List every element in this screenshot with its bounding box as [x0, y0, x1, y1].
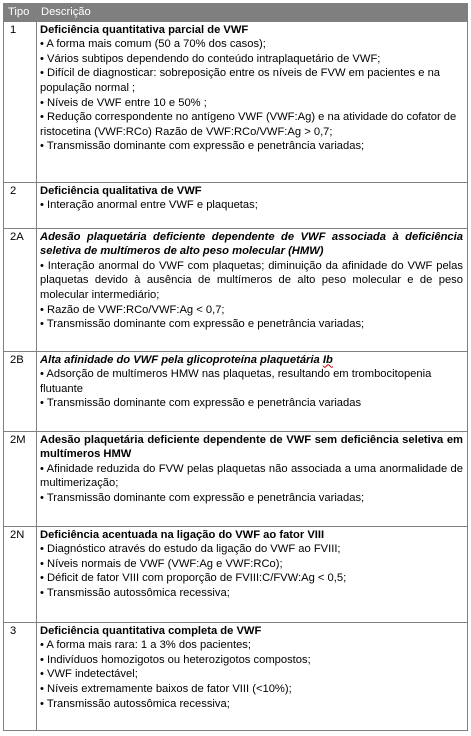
tipo-cell: 2A: [4, 228, 37, 351]
list-item: • Déficit de fator VIII com proporção de FVIII:C/FVW:Ag < 0,5;: [40, 572, 347, 585]
list-item: • Transmissão dominante com expressão e penetrância variadas;: [40, 491, 365, 504]
description-cell: [37, 228, 468, 351]
tipo-cell: 2: [4, 182, 37, 228]
list-item: • Transmissão autossômica recessiva;: [40, 697, 230, 710]
description-cell: [37, 526, 468, 622]
list-item: • VWF indetectável;: [40, 668, 138, 681]
list-item: • Interação anormal entre VWF e plaquetas;: [40, 199, 258, 212]
row-title: Adesão plaquetária deficiente dependente de VWF sem deficiência seletiva em multímeros HMW: [40, 433, 463, 461]
row-title: [40, 353, 463, 368]
table-row: [4, 21, 468, 182]
description-cell: [37, 431, 468, 526]
list-item: • Transmissão dominante com expressão e penetrância variadas;: [40, 140, 365, 153]
table-row: [4, 228, 468, 351]
list-item: • Níveis de VWF entre 10 e 50% ;: [40, 96, 207, 109]
row-title-spellcheck-word: Ib: [322, 353, 333, 366]
table-row: [4, 351, 468, 431]
list-item: • Níveis normais de VWF (VWF:Ag e VWF:RCo);: [40, 557, 283, 570]
list-item: • A forma mais comum (50 a 70% dos casos);: [40, 38, 266, 51]
header-row: [4, 4, 468, 22]
list-item: • Transmissão dominante com expressão e penetrância variadas: [40, 397, 362, 410]
description-cell: [37, 351, 468, 431]
list-item: • Razão de VWF:RCo/VWF:Ag < 0,7;: [40, 303, 225, 316]
tipo-cell: 2N: [4, 526, 37, 622]
row-title: Deficiência qualitativa de VWF: [40, 184, 202, 197]
list-item: • Vários subtipos dependendo do conteúdo intraplaquetário de VWF;: [40, 52, 381, 65]
list-item: • Redução correspondente no antígeno VWF (VWF:Ag) e na atividade do cofator de ristocetina (VWF:RCo) Razão de VWF:RCo/VWF:Ag > 0,7;: [40, 111, 457, 138]
tipo-cell: 2B: [4, 351, 37, 431]
header-tipo: Tipo: [4, 4, 37, 22]
description-cell: [37, 21, 468, 182]
row-title: Deficiência acentuada na ligação do VWF ao fator VIII: [40, 528, 325, 541]
list-item: • Difícil de diagnosticar: sobreposição entre os níveis de FVW em pacientes e na população normal ;: [40, 67, 441, 94]
tipo-cell: 1: [4, 21, 37, 182]
list-item: • Transmissão dominante com expressão e penetrância variadas;: [40, 318, 365, 331]
tipo-cell: 3: [4, 622, 37, 730]
table-row: [4, 622, 468, 730]
list-item: • Transmissão autossômica recessiva;: [40, 586, 230, 599]
table-row: [4, 431, 468, 526]
list-item: • Diagnóstico através do estudo da ligação do VWF ao FVIII;: [40, 543, 341, 556]
description-cell: [37, 622, 468, 730]
vwd-types-table: [3, 3, 468, 731]
row-title-main: Alta afinidade do VWF pela glicoproteína plaquetária: [40, 353, 323, 366]
list-item: • Níveis extremamente baixos de fator VIII (<10%);: [40, 682, 292, 695]
list-item: • Indivíduos homozigotos ou heterozigotos compostos;: [40, 653, 311, 666]
list-item: • Adsorção de multímeros HMW nas plaquetas, resultando em trombocitopenia flutuante: [40, 368, 432, 395]
list-item: • A forma mais rara: 1 a 3% dos pacientes;: [40, 639, 251, 652]
header-descricao: Descrição: [37, 4, 468, 22]
row-title: Adesão plaquetária deficiente dependente de VWF associada à deficiência seletiva de multímeros de alto peso molecular (HMW): [40, 230, 463, 258]
tipo-cell: 2M: [4, 431, 37, 526]
list-item: • Interação anormal do VWF com plaquetas; diminuição da afinidade do VWF pelas plaquetas devido à ausência de multímeros de alto peso molecular e de peso molecular intermediário;: [40, 259, 463, 301]
row-title: Deficiência quantitativa completa de VWF: [40, 624, 262, 637]
table-row: [4, 526, 468, 622]
row-title: Deficiência quantitativa parcial de VWF: [40, 23, 249, 36]
list-item: • Afinidade reduzida do FVW pelas plaquetas não associada a uma anormalidade de multimerização;: [40, 462, 463, 490]
description-cell: [37, 182, 468, 228]
table-row: [4, 182, 468, 228]
